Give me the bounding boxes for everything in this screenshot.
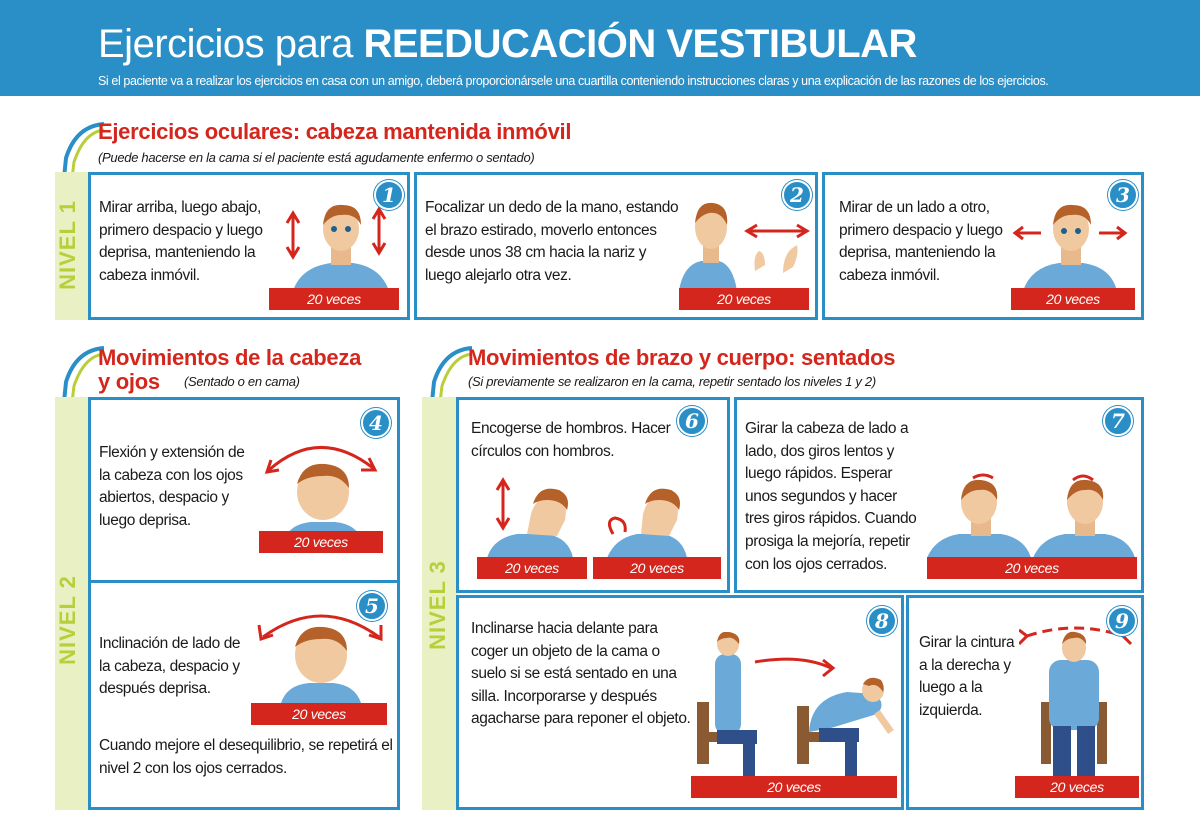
exercise-7-number: 7 <box>1103 406 1133 436</box>
exercise-7-text: Girar la cabeza de lado a lado, dos giros lentos y luego rápidos. Esperar unos segundos y hacer tres giros rápidos. Cuando prosiga la mejoría, repetir con los ojos cerrados. <box>745 420 917 573</box>
exercise-4-illustration <box>259 430 389 542</box>
exercise-2-text: Focalizar un dedo de la mano, estando el brazo estirado, moverlo entonces desde unos 38 cm hacia la nariz y luego alejarlo otra vez. <box>425 199 679 284</box>
exercise-1-number: 1 <box>374 180 404 210</box>
exercise-4-number: 4 <box>361 408 391 438</box>
level2-note: (Sentado o en cama) <box>184 374 300 389</box>
level3-label: NIVEL 3 <box>425 560 450 650</box>
exercise-5-text: Inclinación de lado de la cabeza, despacio y después deprisa. <box>99 635 241 698</box>
exercise-panel-6 <box>456 397 730 593</box>
exercise-9-reps: 20 veces <box>1015 776 1139 798</box>
exercise-5-reps: 20 veces <box>251 703 387 725</box>
exercise-8-reps: 20 veces <box>691 776 897 798</box>
exercise-6-reps-b: 20 veces <box>593 557 721 579</box>
page-title-bold: REEDUCACIÓN VESTIBULAR <box>363 22 917 66</box>
level3-note: (Si previamente se realizaron en la cama, repetir sentado los niveles 1 y 2) <box>468 374 876 389</box>
exercise-panel-5 <box>88 580 400 810</box>
exercise-8-number: 8 <box>867 606 897 636</box>
level2-title-line1: Movimientos de la cabeza <box>98 345 361 370</box>
exercise-6-text: Encogerse de hombros. Hacer círculos con hombros. <box>471 420 671 460</box>
exercise-panel-2 <box>414 172 818 320</box>
exercise-1-text: Mirar arriba, luego abajo, primero despacio y luego deprisa, manteniendo la cabeza inmóvil. <box>99 199 263 284</box>
level2-title-line2: y ojos <box>98 369 160 394</box>
exercise-1-reps: 20 veces <box>269 288 399 310</box>
exercise-3-text: Mirar de un lado a otro, primero despacio y luego deprisa, manteniendo la cabeza inmóvil. <box>839 199 1003 284</box>
exercise-panel-1 <box>88 172 410 320</box>
exercise-6-reps-a: 20 veces <box>477 557 587 579</box>
exercise-3-reps: 20 veces <box>1011 288 1135 310</box>
exercise-4-reps: 20 veces <box>259 531 383 553</box>
exercise-9-text: Girar la cintura a la derecha y luego a la izquierda. <box>919 634 1015 719</box>
page-title-light: Ejercicios para <box>98 22 364 66</box>
exercise-7-reps: 20 veces <box>927 557 1137 579</box>
level1-title: Ejercicios oculares: cabeza mantenida inmóvil <box>98 119 572 144</box>
exercise-panel-3 <box>822 172 1144 320</box>
page-title <box>98 22 917 67</box>
exercise-9-illustration <box>1019 616 1139 782</box>
exercise-5-extra: Cuando mejore el desequilibrio, se repetirá el nivel 2 con los ojos cerrados. <box>99 737 393 777</box>
exercise-4-text: Flexión y extensión de la cabeza con los ojos abiertos, despacio y luego deprisa. <box>99 444 245 529</box>
exercise-7-illustration <box>927 472 1139 558</box>
header-banner <box>0 0 1200 96</box>
exercise-9-number: 9 <box>1107 606 1137 636</box>
page-subtitle: Si el paciente va a realizar los ejercicios en casa con un amigo, deberá proporcionársele una cuartilla conteniendo instrucciones claras y una explicación de las razones de los ejercicios. <box>98 74 1049 88</box>
exercise-panel-4 <box>88 397 400 583</box>
exercise-6-illustration <box>477 474 717 558</box>
level1-note: (Puede hacerse en la cama si el paciente está agudamente enfermo o sentado) <box>98 150 535 165</box>
exercise-2-number: 2 <box>782 180 812 210</box>
exercise-8-illustration <box>691 632 899 782</box>
exercise-2-reps: 20 veces <box>679 288 809 310</box>
level1-label: NIVEL 1 <box>55 200 80 290</box>
exercise-5-number: 5 <box>357 591 387 621</box>
exercise-panel-9 <box>906 595 1144 810</box>
exercise-1-illustration <box>283 195 393 291</box>
level3-title: Movimientos de brazo y cuerpo: sentados <box>468 345 896 370</box>
level2-label: NIVEL 2 <box>55 575 80 665</box>
exercise-6-number: 6 <box>677 406 707 436</box>
exercise-panel-8 <box>456 595 904 810</box>
exercise-3-number: 3 <box>1108 180 1138 210</box>
exercise-8-text: Inclinarse hacia delante para coger un objeto de la cama o suelo si se está sentado en una silla. Incorporarse y después agacharse para reponer el objeto. <box>471 620 691 728</box>
exercise-panel-7 <box>734 397 1144 593</box>
